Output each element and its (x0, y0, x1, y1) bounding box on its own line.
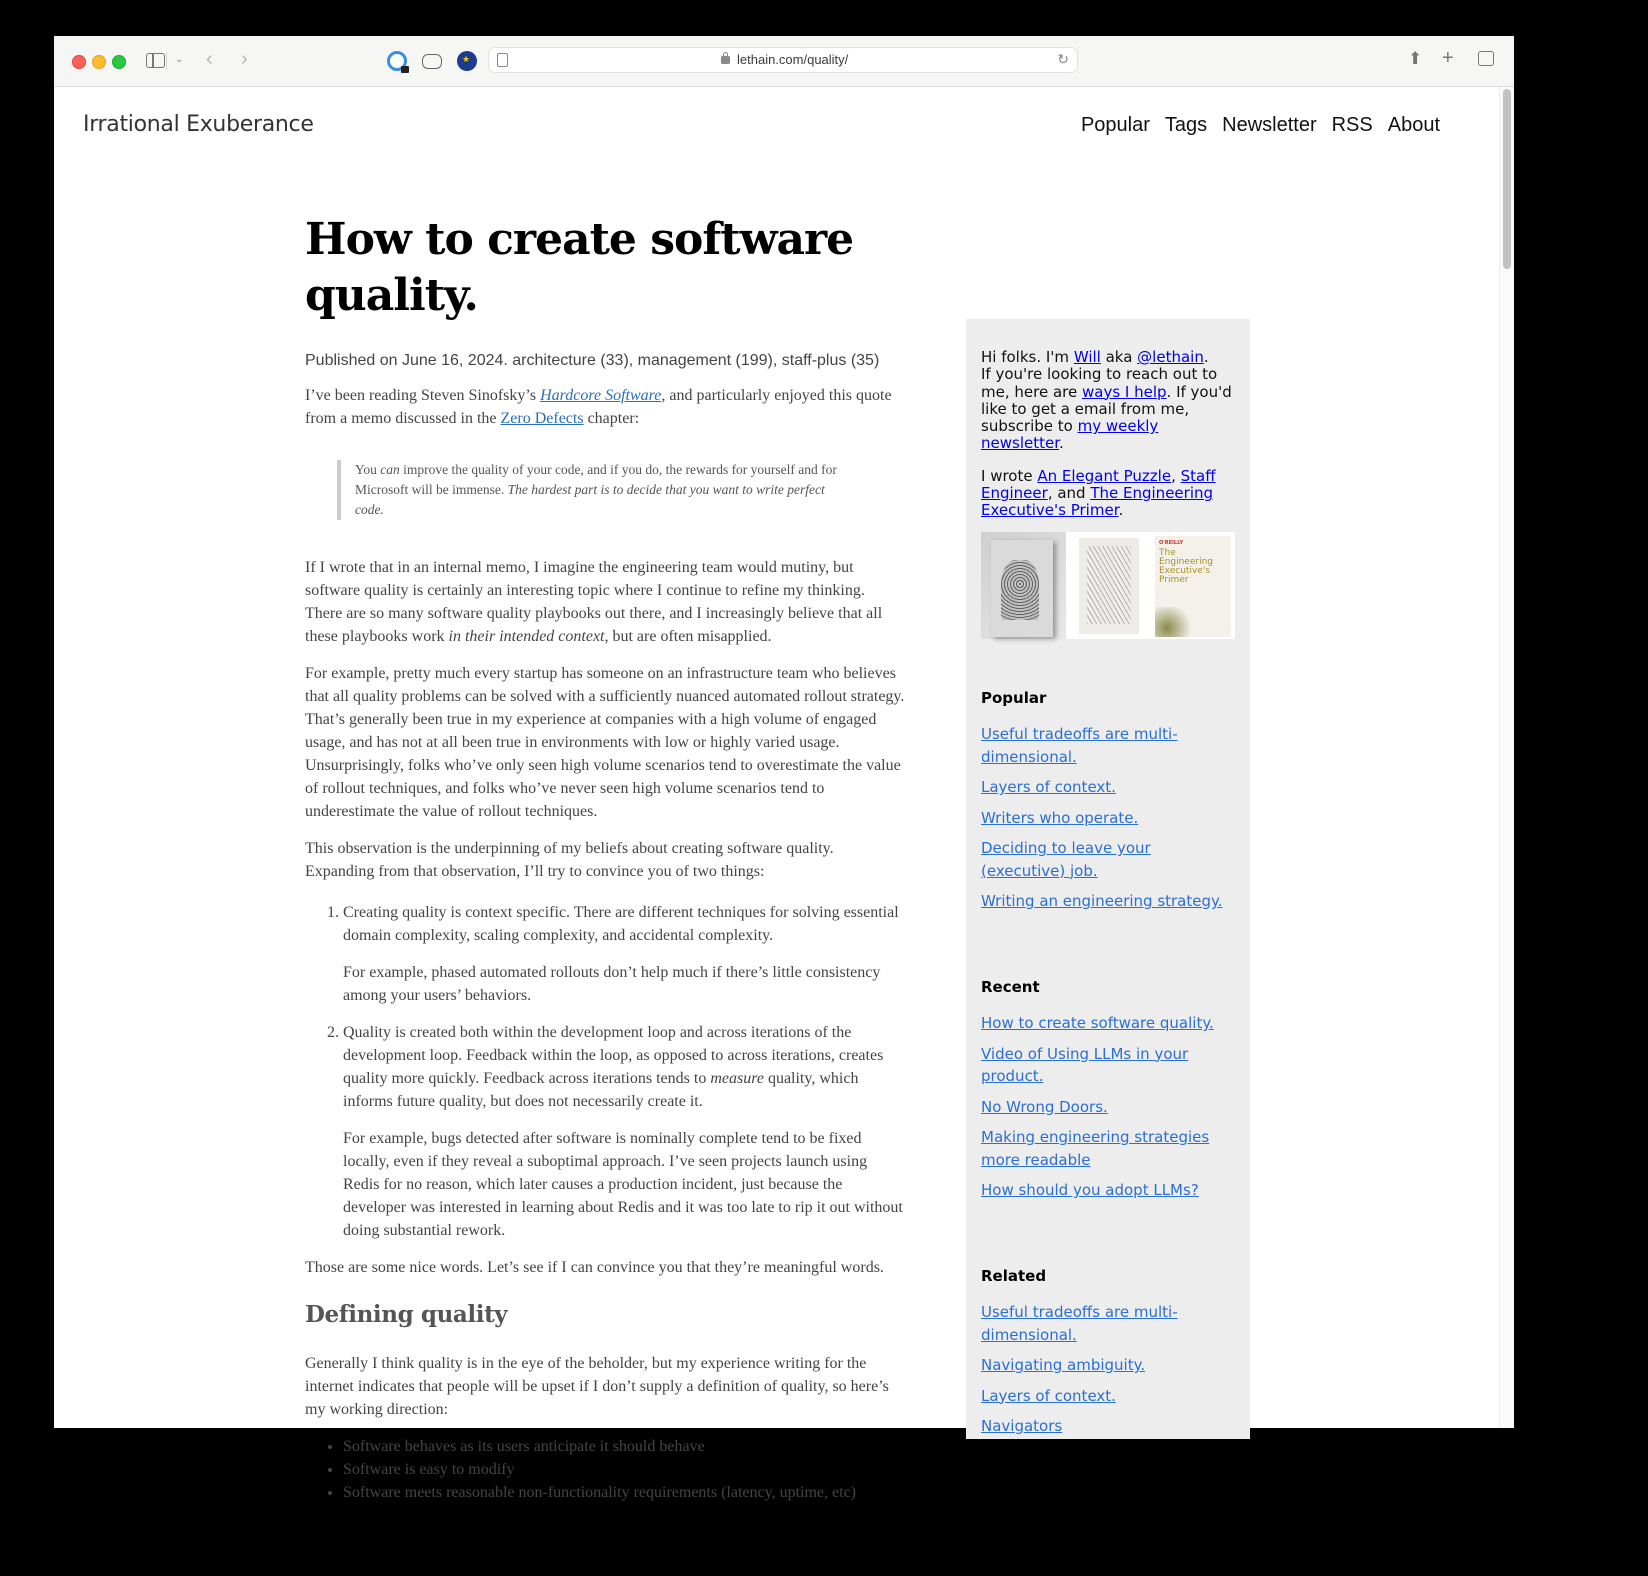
paragraph (305, 556, 905, 648)
nav-newsletter[interactable]: Newsletter (1222, 114, 1317, 136)
text: Hi folks. I'm (981, 348, 1074, 366)
text: , and (1047, 484, 1091, 503)
text: improve the quality of your code, and if you do, the rewards for yourself and for Microsoft will be immense. (355, 462, 837, 497)
web-page (54, 87, 1500, 1501)
sidebar-toggle-icon[interactable] (146, 53, 165, 68)
lethain-handle-link[interactable]: @lethain (1137, 348, 1204, 366)
text: Creating quality is context specific. There are different techniques for solving essential domain complexity, scaling complexity, and accidental complexity. (343, 904, 899, 944)
nav-popular[interactable]: Popular (1080, 114, 1150, 136)
cover-title: The Engineering Executive's Primer (1159, 548, 1213, 585)
text: If I wrote that in an internal memo, I imagine the engineering team would mutiny, but software quality is certainly an interesting topic where I continue to refine my thinking. There are so many software quality playbooks out there, and I increasingly believe that all these playbooks work (305, 559, 883, 645)
staff-engineer-cover[interactable] (1066, 532, 1150, 639)
staff-engineer-link[interactable]: Staff Engineer (981, 466, 1216, 503)
text: quality, which informs future quality, but does not necessarily create it. (343, 1070, 859, 1110)
forward-icon[interactable]: › (241, 48, 248, 70)
nav-about[interactable]: About (1387, 114, 1440, 136)
tag-architecture[interactable]: architecture (33) (512, 352, 629, 369)
chat-extension-icon[interactable] (422, 54, 442, 69)
text: , but are often misapplied. (604, 628, 772, 645)
hardcore-software-link[interactable] (540, 387, 661, 404)
text: measure (710, 1070, 764, 1087)
list-item (343, 901, 905, 1007)
recent-link[interactable]: How should you adopt LLMs? (981, 1181, 1199, 1199)
password-manager-extension-icon[interactable] (387, 51, 407, 71)
new-tab-icon[interactable]: + (1442, 47, 1454, 69)
nav-rss[interactable]: RSS (1331, 114, 1373, 136)
popular-link[interactable]: Writers who operate. (981, 808, 1139, 827)
chevron-down-icon[interactable]: ⌄ (175, 54, 184, 65)
elegant-puzzle-cover[interactable] (981, 532, 1066, 639)
popular-link[interactable]: Writing an engineering strategy. (981, 892, 1223, 910)
browser-window (54, 36, 1514, 1501)
recent-link[interactable]: How to create software quality. (981, 1014, 1214, 1032)
section-heading: Defining quality (305, 1301, 508, 1328)
text: . (1203, 348, 1209, 366)
related-link[interactable]: Layers of context. (981, 1386, 1116, 1405)
address-bar[interactable] (488, 47, 1078, 73)
close-window-button[interactable] (72, 55, 86, 69)
article (305, 212, 905, 1504)
related-link[interactable]: Navigating ambiguity. (981, 1356, 1146, 1374)
newsletter-link[interactable]: my weekly newsletter (981, 417, 1159, 453)
lock-icon (401, 66, 409, 73)
paragraph: Generally I think quality is in the eye of the beholder, but my experience writing for the internet indicates that people will be upset if I don’t supply a definition of quality, so here’s my working direction: (305, 1355, 889, 1418)
related-link[interactable]: Useful tradeoffs are multi-dimensional. (981, 1303, 1178, 1344)
related-heading: Related (981, 1267, 1047, 1285)
site-nav (1081, 114, 1440, 137)
browser-toolbar (54, 36, 1514, 87)
popular-section (981, 689, 1239, 921)
scrollbar-thumb[interactable] (1503, 89, 1511, 269)
text: The hardest part is to decide that you want to write perfect code. (355, 482, 825, 517)
text: You (355, 462, 381, 477)
elegant-puzzle-link[interactable]: An Elegant Puzzle (1037, 466, 1172, 485)
lock-icon (721, 56, 730, 64)
paragraph: For example, pretty much every startup has someone on an infrastructure team who believes that all quality problems can be solved with a sufficiently nuanced automated rollout strategy. That’s generally been true in my experience at companies with a high volume of engaged usage, and has not at all been true in environments with low or highly varied usage. Unsurprisingly, folks who’ve only seen high volume scenarios tend to overestimate the value of rollout techniques, and folks who’ve never seen high volume scenarios tend to underestimate the value of rollout techniques. (305, 665, 905, 820)
back-icon[interactable]: ‹ (206, 48, 213, 70)
text: aka (1100, 348, 1138, 366)
recent-heading: Recent (981, 978, 1040, 996)
will-link[interactable]: Will (1073, 348, 1101, 366)
zoom-window-button[interactable] (112, 55, 126, 69)
recent-link[interactable]: Video of Using LLMs in your product. (981, 1044, 1189, 1085)
related-link[interactable]: Navigators (981, 1417, 1063, 1435)
text: , (1171, 466, 1181, 485)
popular-link[interactable]: Layers of context. (981, 778, 1116, 796)
popular-link[interactable]: Deciding to leave your (executive) job. (981, 839, 1151, 880)
intro-paragraph (305, 384, 905, 430)
text: , and particularly enjoyed this quote from a memo discussed in the (305, 387, 892, 427)
author-intro (981, 349, 1236, 520)
post-title: How to create software quality. (305, 214, 854, 321)
text: . (1118, 501, 1124, 520)
tag-staff-plus[interactable]: staff-plus (35) (781, 352, 880, 369)
list-subparagraph: For example, phased automated rollouts don’t help much if there’s little consistency among your users’ behaviors. (343, 964, 881, 1004)
share-icon[interactable]: ⬆︎ (1408, 49, 1423, 68)
list-item: • Software is easy to modify (343, 1458, 905, 1481)
popular-heading: Popular (981, 689, 1047, 707)
text: . If you'd like to get a email from me, subscribe to (981, 382, 1232, 436)
tabs-overview-icon[interactable] (1478, 51, 1494, 66)
published-date: Published on June 16, 2024. (305, 352, 508, 369)
engineering-executives-primer-link[interactable]: The Engineering Executive's Primer (981, 484, 1214, 520)
minimize-window-button[interactable] (92, 55, 106, 69)
popular-link[interactable]: Useful tradeoffs are multi-dimensional. (981, 725, 1178, 766)
list-item: • Software behaves as its users anticipate it should behave (343, 1435, 905, 1458)
text: can (380, 462, 400, 477)
recent-link[interactable]: No Wrong Doors. (981, 1097, 1108, 1116)
ways-i-help-link[interactable]: ways I help (1081, 382, 1167, 401)
list-subparagraph: For example, bugs detected after software is nominally complete tend to be fixed locally, even if they reveal a suboptimal approach. I’ve seen projects launch using Redis for no reason, which later causes a production incident, just because the developer was interested in learning about Redis and it was too late to rip it out without doing substantial rework. (343, 1130, 903, 1239)
nav-tags[interactable]: Tags (1164, 114, 1208, 136)
reader-icon[interactable] (497, 53, 508, 67)
tag-management[interactable]: management (199) (637, 352, 773, 369)
eu-privacy-extension-icon[interactable] (457, 51, 477, 71)
text: I’ve been reading Steven Sinofsky’s (305, 387, 541, 404)
bullet-list (305, 1435, 905, 1504)
engineering-executives-primer-cover[interactable] (1150, 532, 1235, 639)
post-meta: Published on June 16, 2024. architecture (33), management (199), staff-plus (35) (305, 352, 880, 369)
recent-link[interactable]: Making engineering strategies more readable (981, 1128, 1210, 1169)
text: in their intended context (448, 628, 605, 645)
text: chapter: (583, 410, 640, 427)
paragraph: This observation is the underpinning of my beliefs about creating software quality. Expanding from that observation, I’ll try to convince you of two things: (305, 840, 834, 880)
site-title-link[interactable]: Irrational Exuberance (83, 112, 314, 137)
text: I wrote (981, 466, 1038, 485)
page-scrollbar[interactable] (1499, 87, 1514, 1428)
text: . (1059, 434, 1064, 453)
url-text[interactable]: lethain.com/quality/ (737, 52, 849, 67)
related-section (981, 1267, 1239, 1446)
toolbar-divider (166, 52, 167, 70)
list-item (343, 1021, 905, 1242)
text: If you're looking to reach out to me, here are (981, 365, 1218, 401)
reload-icon[interactable]: ↻ (1057, 51, 1069, 67)
memo-quote (337, 460, 855, 520)
book-covers (981, 532, 1235, 639)
text: Quality is created both within the development loop and across iterations of the development loop. Feedback within the loop, as opposed to across iterations, creates quality more quickly. Feedback across iterations tends to (343, 1024, 884, 1087)
paragraph: Those are some nice words. Let’s see if I can convince you that they’re meaningful words. (305, 1259, 884, 1276)
numbered-list (305, 901, 905, 1242)
zero-defects-link[interactable]: Zero Defects (500, 410, 584, 427)
list-item: • Software meets reasonable non-functionality requirements (latency, uptime, etc) (343, 1481, 905, 1504)
recent-section (981, 978, 1239, 1210)
publisher-label: O'REILLY (1159, 540, 1184, 546)
link-text: Hardcore Software (540, 387, 662, 404)
sidebar (966, 319, 1250, 1439)
